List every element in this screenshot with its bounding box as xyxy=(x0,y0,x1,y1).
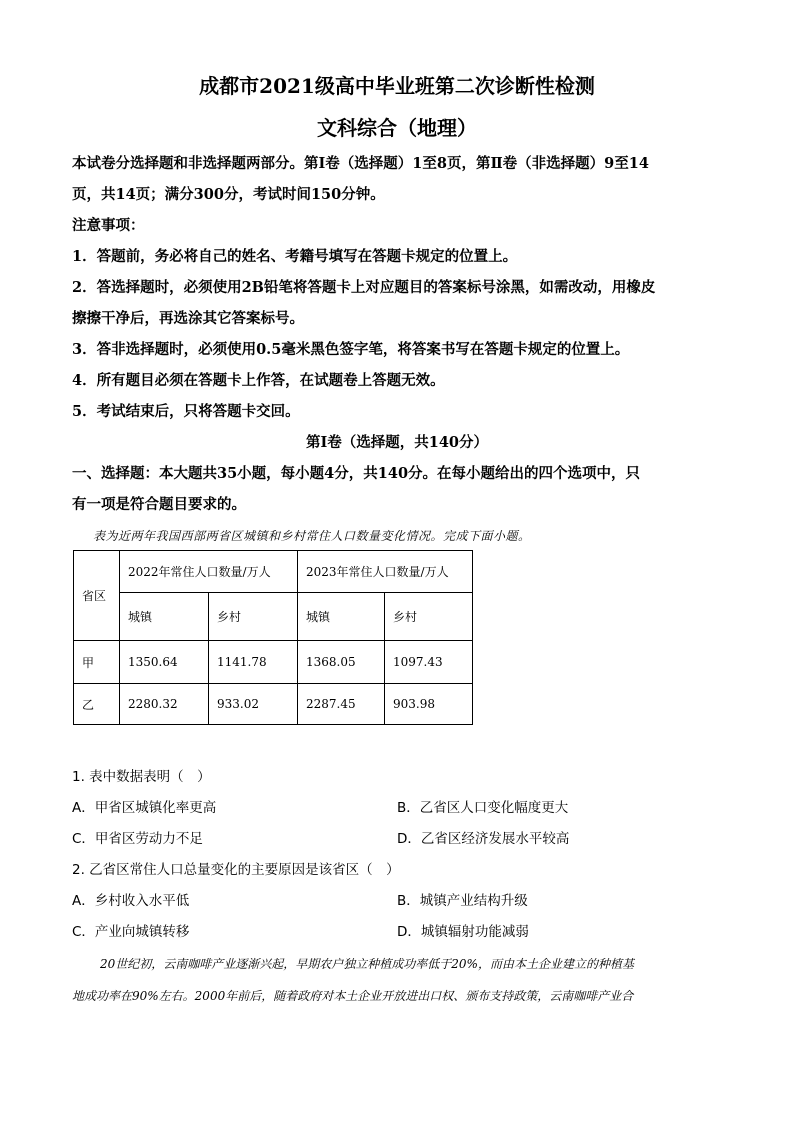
notice-item-2b: 擦擦干净后，再选涂其它答案标号。 xyxy=(72,310,304,327)
exam-subtitle: 文科综合（地理） xyxy=(317,116,477,140)
instructions-line-1: 本试卷分选择题和非选择题两部分。第Ⅰ卷（选择题）1至8页，第Ⅱ卷（非选择题）9至14 xyxy=(72,155,649,172)
subheader-rural-2022: 乡村 xyxy=(209,593,298,641)
question-2-option-c: C．产业向城镇转移 xyxy=(72,924,190,940)
question-2-option-d: D．城镇辐射功能减弱 xyxy=(397,924,529,940)
header-province: 省区 xyxy=(74,551,120,641)
table-intro: 表为近两年我国西部两省区城镇和乡村常住人口数量变化情况。完成下面小题。 xyxy=(93,529,531,543)
question-2-option-b: B．城镇产业结构升级 xyxy=(397,893,528,909)
population-table xyxy=(73,550,473,725)
question-2-option-a: A．乡村收入水平低 xyxy=(72,893,190,909)
section-instructions-2: 有一项是符合题目要求的。 xyxy=(72,496,246,513)
subheader-urban-2023: 城镇 xyxy=(298,593,385,641)
exam-title: 成都市2021级高中毕业班第二次诊断性检测 xyxy=(199,74,595,98)
subheader-urban-2022: 城镇 xyxy=(120,593,209,641)
passage-line-1: 20世纪初，云南咖啡产业逐渐兴起，早期农户独立种植成功率低于20%，而由本土企业建立的种植基 xyxy=(100,957,634,971)
table-header-row xyxy=(74,551,473,593)
cell-urban-2022: 1350.64 xyxy=(120,641,209,684)
question-1-option-c: C．甲省区劳动力不足 xyxy=(72,831,203,847)
question-1-stem: 1. 表中数据表明（ ） xyxy=(72,769,211,785)
cell-rural-2023: 903.98 xyxy=(385,684,473,725)
notice-item-3: 3．答非选择题时，必须使用0.5毫米黑色签字笔，将答案书写在答题卡规定的位置上。 xyxy=(72,341,630,358)
table-subheader-row xyxy=(74,593,473,641)
question-1-option-a: A．甲省区城镇化率更高 xyxy=(72,800,217,816)
instructions-line-2: 页，共14页；满分300分，考试时间150分钟。 xyxy=(72,186,385,203)
section-title: 第Ⅰ卷（选择题，共140分） xyxy=(305,434,489,451)
cell-rural-2022: 933.02 xyxy=(209,684,298,725)
cell-urban-2023: 1368.05 xyxy=(298,641,385,684)
cell-rural-2023: 1097.43 xyxy=(385,641,473,684)
question-2-stem: 2. 乙省区常住人口总量变化的主要原因是该省区（ ） xyxy=(72,862,400,878)
row-province: 甲 xyxy=(74,641,120,684)
table-row xyxy=(74,684,473,725)
question-1-option-d: D．乙省区经济发展水平较高 xyxy=(397,831,570,847)
table-row xyxy=(74,641,473,684)
passage-line-2: 地成功率在90%左右。2000年前后，随着政府对本土企业开放进出口权、颁布支持政策，云南咖啡产业合 xyxy=(72,989,634,1003)
cell-urban-2022: 2280.32 xyxy=(120,684,209,725)
notice-heading: 注意事项： xyxy=(72,217,145,234)
header-2022: 2022年常住人口数量/万人 xyxy=(120,551,298,593)
notice-item-2a: 2．答选择题时，必须使用2B铅笔将答题卡上对应题目的答案标号涂黑，如需改动，用橡皮 xyxy=(72,279,656,296)
notice-item-1: 1．答题前，务必将自己的姓名、考籍号填写在答题卡规定的位置上。 xyxy=(72,248,518,265)
cell-urban-2023: 2287.45 xyxy=(298,684,385,725)
row-province: 乙 xyxy=(74,684,120,725)
notice-item-5: 5．考试结束后，只将答题卡交回。 xyxy=(72,403,300,420)
section-instructions-1: 一、选择题：本大题共35小题，每小题4分，共140分。在每小题给出的四个选项中，只 xyxy=(72,465,641,482)
question-1-option-b: B．乙省区人口变化幅度更大 xyxy=(397,800,569,816)
cell-rural-2022: 1141.78 xyxy=(209,641,298,684)
notice-item-4: 4．所有题目必须在答题卡上作答，在试题卷上答题无效。 xyxy=(72,372,445,389)
header-2023: 2023年常住人口数量/万人 xyxy=(298,551,473,593)
subheader-rural-2023: 乡村 xyxy=(385,593,473,641)
